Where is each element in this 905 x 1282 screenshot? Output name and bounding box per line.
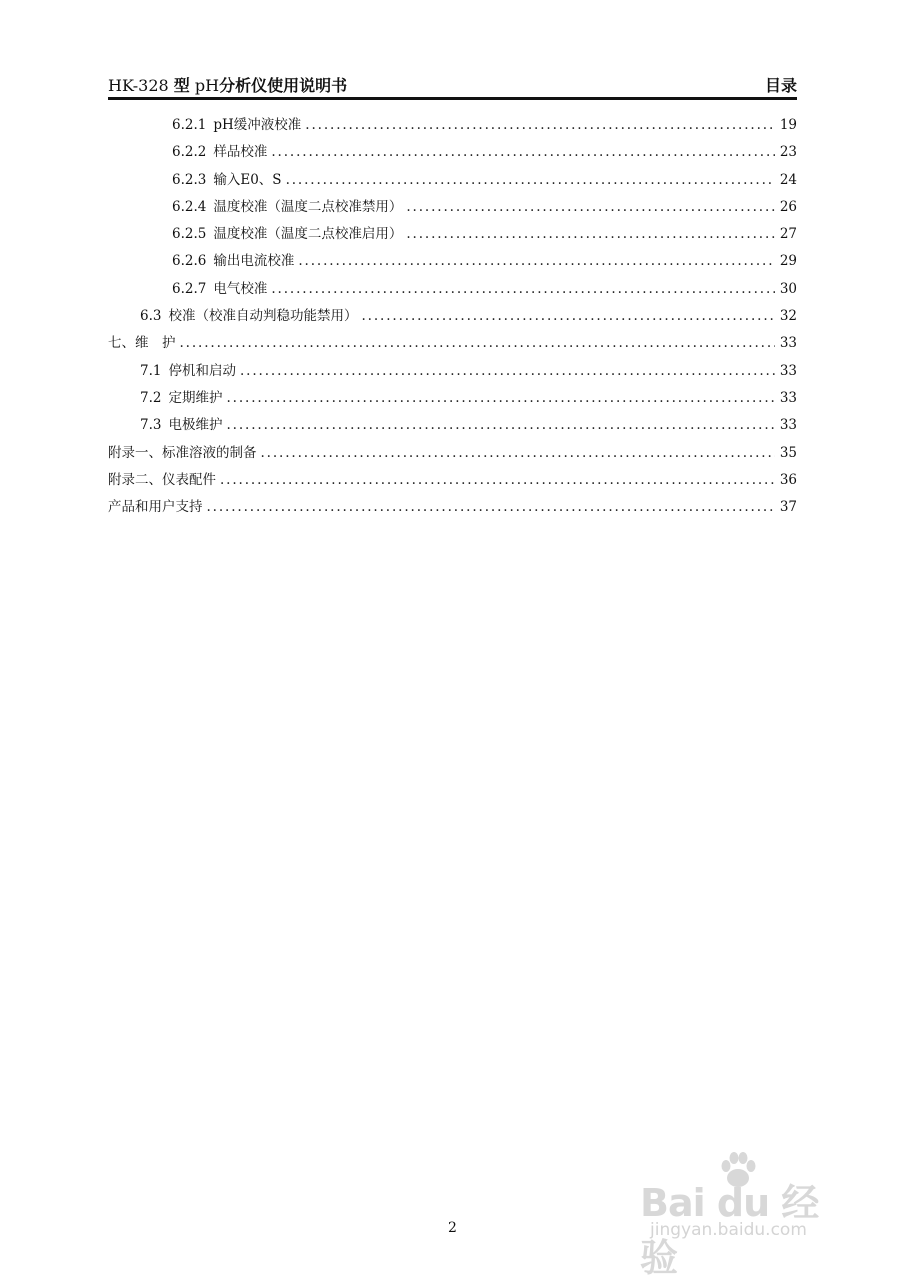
toc-entry-number: 7.3 [140, 417, 162, 434]
toc-entry-page: 33 [779, 417, 797, 434]
toc-entry-title: 电极维护 [168, 417, 223, 434]
toc-entry-title: 温度校准（温度二点校准启用） [213, 226, 403, 243]
toc-entry-number: 6.2.7 [172, 280, 207, 297]
toc-entry-title: 定期维护 [168, 389, 223, 406]
toc-entry-title: 输出电流校准 [213, 253, 295, 270]
toc-entry-number: 7.2 [140, 389, 162, 406]
page-header [108, 74, 797, 96]
toc-dot-leader [271, 139, 775, 166]
toc-entry[interactable] [108, 467, 797, 494]
toc-entry-page: 35 [779, 444, 797, 461]
toc-entry-page: 33 [779, 335, 797, 352]
toc-entry-page: 33 [779, 362, 797, 379]
model-number: HK-328 [108, 76, 169, 95]
toc-entry-page: 19 [779, 117, 797, 133]
toc-entry[interactable] [108, 385, 797, 412]
baidu-watermark [640, 1150, 855, 1280]
toc-entry-page: 27 [779, 226, 797, 243]
toc-entry-title: pH缓冲液校准 [213, 117, 302, 133]
toc-entry[interactable] [108, 194, 797, 221]
toc-dot-leader [271, 276, 775, 303]
toc-entry[interactable] [108, 221, 797, 248]
toc-entry[interactable] [108, 248, 797, 275]
toc-entry[interactable] [108, 276, 797, 303]
title-main: 分析仪使用说明书 [219, 76, 348, 95]
toc-entry-page: 24 [779, 171, 797, 188]
toc-entry-number: 6.3 [140, 308, 162, 325]
toc-entry-page: 36 [779, 471, 797, 488]
toc-entry-title: 温度校准（温度二点校准禁用） [213, 198, 403, 215]
toc-entry-number: 6.2.5 [172, 226, 207, 243]
toc-entry-title: 校准（校准自动判稳功能禁用） [168, 308, 358, 325]
toc-entry-number: 6.2.6 [172, 253, 207, 270]
toc-entry-title: 附录二、仪表配件 [108, 471, 216, 488]
toc-entry[interactable] [108, 139, 797, 166]
toc-entry-page: 37 [779, 499, 797, 516]
toc-entry-page: 32 [779, 308, 797, 325]
toc-dot-leader [180, 330, 776, 357]
toc-entry[interactable] [108, 440, 797, 467]
toc-dot-leader [226, 412, 775, 439]
page-number: 2 [448, 1220, 457, 1236]
toc-entry-title: 附录一、标准溶液的制备 [108, 444, 257, 461]
toc-entry[interactable] [108, 112, 797, 139]
toc-entry-title: 样品校准 [213, 144, 268, 161]
toc-entry-page: 29 [779, 253, 797, 270]
title-ph: pH [194, 76, 220, 95]
watermark-url: jingyan.baidu.com [650, 1220, 807, 1240]
toc-dot-leader [305, 112, 775, 139]
toc-entry-title: 七、维 护 [108, 335, 176, 352]
document-title [108, 73, 347, 96]
toc-dot-leader [226, 385, 775, 412]
toc-dot-leader [361, 303, 775, 330]
title-type-char: 型 [173, 76, 190, 95]
toc-entry-page: 33 [779, 389, 797, 406]
toc-entry[interactable] [108, 494, 797, 521]
toc-dot-leader [406, 221, 775, 248]
toc-entry-number: 6.2.4 [172, 198, 207, 215]
toc-dot-leader [207, 494, 776, 521]
toc-entry-number: 7.1 [140, 362, 162, 379]
toc-dot-leader [406, 194, 775, 221]
toc-dot-leader [240, 358, 775, 385]
toc-entry[interactable] [108, 358, 797, 385]
toc-entry-number: 6.2.2 [172, 144, 207, 161]
header-rule [108, 97, 797, 100]
toc-entry-page: 23 [779, 144, 797, 161]
toc-entry-title: 输入E0、S [213, 171, 282, 188]
toc-entry-title: 停机和启动 [168, 362, 236, 379]
toc-entry[interactable] [108, 303, 797, 330]
toc-entry-page: 30 [779, 280, 797, 297]
toc-entry-number: 6.2.1 [172, 117, 207, 133]
toc-dot-leader [261, 440, 776, 467]
toc-dot-leader [298, 248, 775, 275]
toc-entry-number: 6.2.3 [172, 171, 207, 188]
toc-entry-title: 产品和用户支持 [108, 499, 203, 516]
table-of-contents [108, 112, 797, 521]
watermark-brand: Bai du 经验 [640, 1181, 819, 1280]
toc-entry[interactable] [108, 330, 797, 357]
toc-entry[interactable] [108, 167, 797, 194]
toc-entry[interactable] [108, 412, 797, 439]
toc-dot-leader [286, 167, 775, 194]
toc-dot-leader [220, 467, 775, 494]
section-label: 目录 [764, 76, 797, 95]
toc-entry-page: 26 [779, 198, 797, 215]
toc-entry-title: 电气校准 [213, 280, 268, 297]
